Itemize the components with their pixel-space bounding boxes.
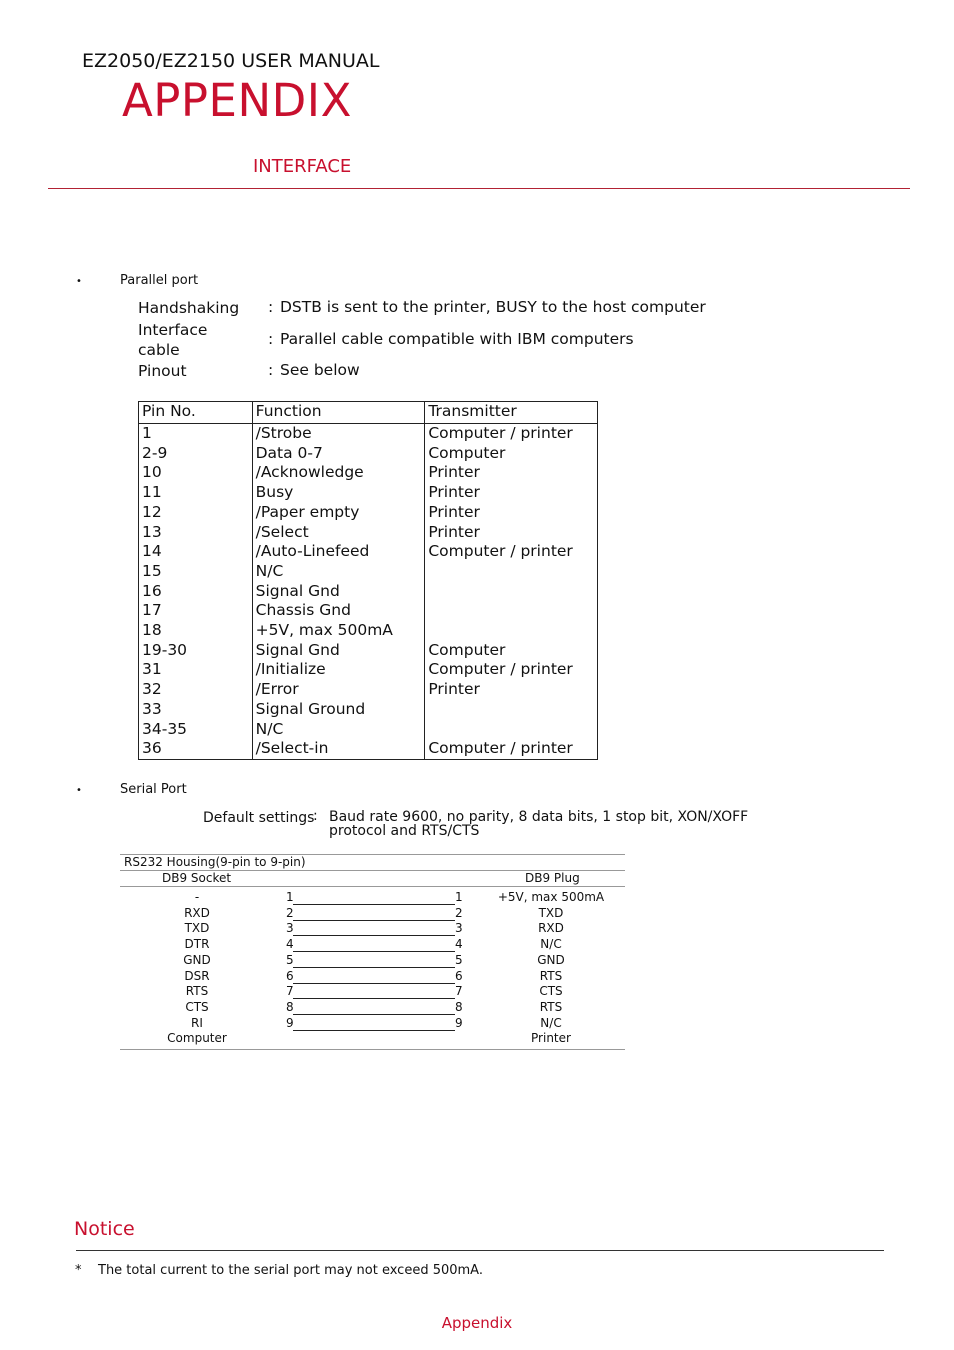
cell-pin: 15 xyxy=(139,562,253,582)
section-title: INTERFACE xyxy=(253,156,352,177)
cell-transmitter: Computer / printer xyxy=(425,660,598,680)
plug-pin-number: 2 xyxy=(455,905,463,920)
cell-pin: 16 xyxy=(139,582,253,602)
cell-pin: 10 xyxy=(139,463,253,483)
plug-signal: RXD xyxy=(538,921,564,936)
socket-pin-number: 7 xyxy=(286,984,294,999)
socket-signal: TXD xyxy=(184,921,210,936)
table-header-row xyxy=(139,402,598,424)
socket-pin-number: 1 xyxy=(286,890,294,904)
header-divider xyxy=(48,188,910,189)
cell-function: Signal Gnd xyxy=(252,582,425,602)
plug-pin-number: 9 xyxy=(455,1015,463,1030)
spec-colon: : xyxy=(268,298,274,316)
cell-function: Chassis Gnd xyxy=(252,601,425,621)
socket-signal: DSR xyxy=(184,968,210,983)
table-row xyxy=(139,503,598,523)
table-row xyxy=(139,621,598,641)
cell-transmitter xyxy=(425,582,598,602)
wire-line xyxy=(293,935,455,936)
cell-transmitter xyxy=(425,562,598,582)
table-row xyxy=(139,582,598,602)
cell-pin: 34-35 xyxy=(139,720,253,740)
rs232-title: RS232 Housing(9-pin to 9-pin) xyxy=(124,855,306,869)
plug-pin-number: 1 xyxy=(455,890,463,904)
cell-function: /Error xyxy=(252,680,425,700)
spec-colon: : xyxy=(268,330,274,348)
socket-signal: CTS xyxy=(185,999,209,1014)
cell-pin: 14 xyxy=(139,542,253,562)
table-row xyxy=(139,660,598,680)
plug-signal: GND xyxy=(537,952,565,967)
cell-pin: 12 xyxy=(139,503,253,523)
socket-signal: - xyxy=(194,890,200,904)
cell-transmitter: Computer xyxy=(425,641,598,661)
spec-label-pinout: Pinout xyxy=(138,362,187,380)
cell-transmitter: Printer xyxy=(425,503,598,523)
table-row xyxy=(139,562,598,582)
cell-function: /Strobe xyxy=(252,424,425,444)
cell-function: Data 0-7 xyxy=(252,444,425,464)
cell-transmitter: Printer xyxy=(425,483,598,503)
cell-pin: 31 xyxy=(139,660,253,680)
socket-pin-number: 9 xyxy=(286,1015,294,1030)
cell-transmitter: Computer / printer xyxy=(425,739,598,759)
cell-pin: 19-30 xyxy=(139,641,253,661)
plug-pin-number: 6 xyxy=(455,968,463,983)
cell-function: /Paper empty xyxy=(252,503,425,523)
table-row xyxy=(139,523,598,543)
plug-signal: RTS xyxy=(539,968,563,983)
spec-label-handshaking: Handshaking xyxy=(138,299,240,317)
printer-label: Printer xyxy=(531,1031,571,1045)
spec-value-pinout: See below xyxy=(280,361,360,379)
cell-pin: 1 xyxy=(139,424,253,444)
cell-transmitter xyxy=(425,720,598,740)
wire-line xyxy=(293,983,455,984)
cell-transmitter: Computer / printer xyxy=(425,424,598,444)
chapter-title: APPENDIX xyxy=(122,74,352,127)
parallel-pinout-table xyxy=(138,401,598,760)
socket-signal: RI xyxy=(191,1015,203,1030)
rs232-rule xyxy=(120,886,625,887)
cell-function: +5V, max 500mA xyxy=(252,621,425,641)
cell-function: Signal Gnd xyxy=(252,641,425,661)
table-row xyxy=(139,424,598,444)
cell-transmitter xyxy=(425,700,598,720)
cell-transmitter: Printer xyxy=(425,463,598,483)
cell-function: Signal Ground xyxy=(252,700,425,720)
notice-title: Notice xyxy=(74,1218,135,1240)
manual-title: EZ2050/EZ2150 USER MANUAL xyxy=(82,50,380,72)
spec-colon: : xyxy=(268,361,274,379)
wire-line xyxy=(293,1030,455,1031)
plug-signal: N/C xyxy=(540,1015,562,1030)
asterisk-icon: * xyxy=(75,1263,82,1278)
cell-transmitter: Printer xyxy=(425,523,598,543)
table-row xyxy=(139,463,598,483)
cell-function: N/C xyxy=(252,562,425,582)
table-row xyxy=(139,483,598,503)
socket-pin-number: 3 xyxy=(286,921,294,936)
table-row xyxy=(139,680,598,700)
default-settings-label: Default settings xyxy=(203,810,315,826)
page-footer: Appendix xyxy=(441,1314,513,1332)
table-row xyxy=(139,641,598,661)
notice-divider xyxy=(76,1250,884,1251)
wire-line xyxy=(293,967,455,968)
plug-signal: RTS xyxy=(539,999,563,1014)
cell-transmitter: Computer xyxy=(425,444,598,464)
table-row xyxy=(139,700,598,720)
spec-value-handshaking: DSTB is sent to the printer, BUSY to the host computer xyxy=(280,298,706,316)
plug-signal: N/C xyxy=(540,937,562,952)
table-row xyxy=(139,542,598,562)
table-row xyxy=(139,444,598,464)
cell-pin: 33 xyxy=(139,700,253,720)
wire-line xyxy=(293,998,455,999)
default-settings-colon: : xyxy=(313,808,318,824)
cell-function: /Acknowledge xyxy=(252,463,425,483)
column-header-transmitter: Transmitter xyxy=(425,402,598,424)
rs232-bottom-rule xyxy=(120,1049,625,1050)
table-row xyxy=(139,739,598,759)
cell-pin: 32 xyxy=(139,680,253,700)
socket-pin-number: 6 xyxy=(286,968,294,983)
wire-line xyxy=(293,951,455,952)
table-row xyxy=(139,720,598,740)
plug-signal: TXD xyxy=(538,905,564,920)
notice-text: The total current to the serial port may not exceed 500mA. xyxy=(98,1263,483,1278)
spec-value-interface-cable: Parallel cable compatible with IBM computers xyxy=(280,330,634,348)
plug-signal: CTS xyxy=(539,984,563,999)
wire-line xyxy=(293,904,455,905)
cell-function: N/C xyxy=(252,720,425,740)
cell-pin: 2-9 xyxy=(139,444,253,464)
socket-pin-number: 2 xyxy=(286,905,294,920)
socket-signal: GND xyxy=(183,952,211,967)
cell-pin: 11 xyxy=(139,483,253,503)
plug-pin-number: 4 xyxy=(455,937,463,952)
cell-function: /Auto-Linefeed xyxy=(252,542,425,562)
default-settings-value: Baud rate 9600, no parity, 8 data bits, 1 stop bit, XON/XOFF protocol and RTS/CTS xyxy=(329,809,749,839)
socket-pin-number: 4 xyxy=(286,937,294,952)
cell-transmitter xyxy=(425,621,598,641)
cell-function: Busy xyxy=(252,483,425,503)
socket-signal: RTS xyxy=(185,984,209,999)
bullet-icon: • xyxy=(76,276,82,287)
cell-transmitter: Printer xyxy=(425,680,598,700)
table-row xyxy=(139,601,598,621)
plug-pin-number: 5 xyxy=(455,952,463,967)
socket-signal: DTR xyxy=(184,937,210,952)
cell-pin: 13 xyxy=(139,523,253,543)
wire-line xyxy=(293,1014,455,1015)
socket-signal: RXD xyxy=(184,905,210,920)
cell-pin: 18 xyxy=(139,621,253,641)
parallel-port-label: Parallel port xyxy=(120,273,199,288)
plug-pin-number: 3 xyxy=(455,921,463,936)
column-header-function: Function xyxy=(252,402,425,424)
computer-label: Computer xyxy=(167,1031,227,1045)
socket-pin-number: 8 xyxy=(286,999,294,1014)
plug-signal: +5V, max 500mA xyxy=(497,890,605,904)
cell-transmitter xyxy=(425,601,598,621)
cell-transmitter: Computer / printer xyxy=(425,542,598,562)
db9-socket-header: DB9 Socket xyxy=(162,871,232,885)
db9-plug-header: DB9 Plug xyxy=(525,871,580,885)
socket-pin-number: 5 xyxy=(286,952,294,967)
wire-line xyxy=(293,920,455,921)
plug-pin-number: 7 xyxy=(455,984,463,999)
serial-port-label: Serial Port xyxy=(120,782,187,797)
column-header-pin: Pin No. xyxy=(139,402,253,424)
bullet-icon: • xyxy=(76,785,82,796)
cell-pin: 36 xyxy=(139,739,253,759)
cell-function: /Initialize xyxy=(252,660,425,680)
cell-function: /Select-in xyxy=(252,739,425,759)
cell-function: /Select xyxy=(252,523,425,543)
cell-pin: 17 xyxy=(139,601,253,621)
plug-pin-number: 8 xyxy=(455,999,463,1014)
spec-label-interface-cable: Interface cable xyxy=(138,321,208,359)
table-body xyxy=(139,424,598,760)
